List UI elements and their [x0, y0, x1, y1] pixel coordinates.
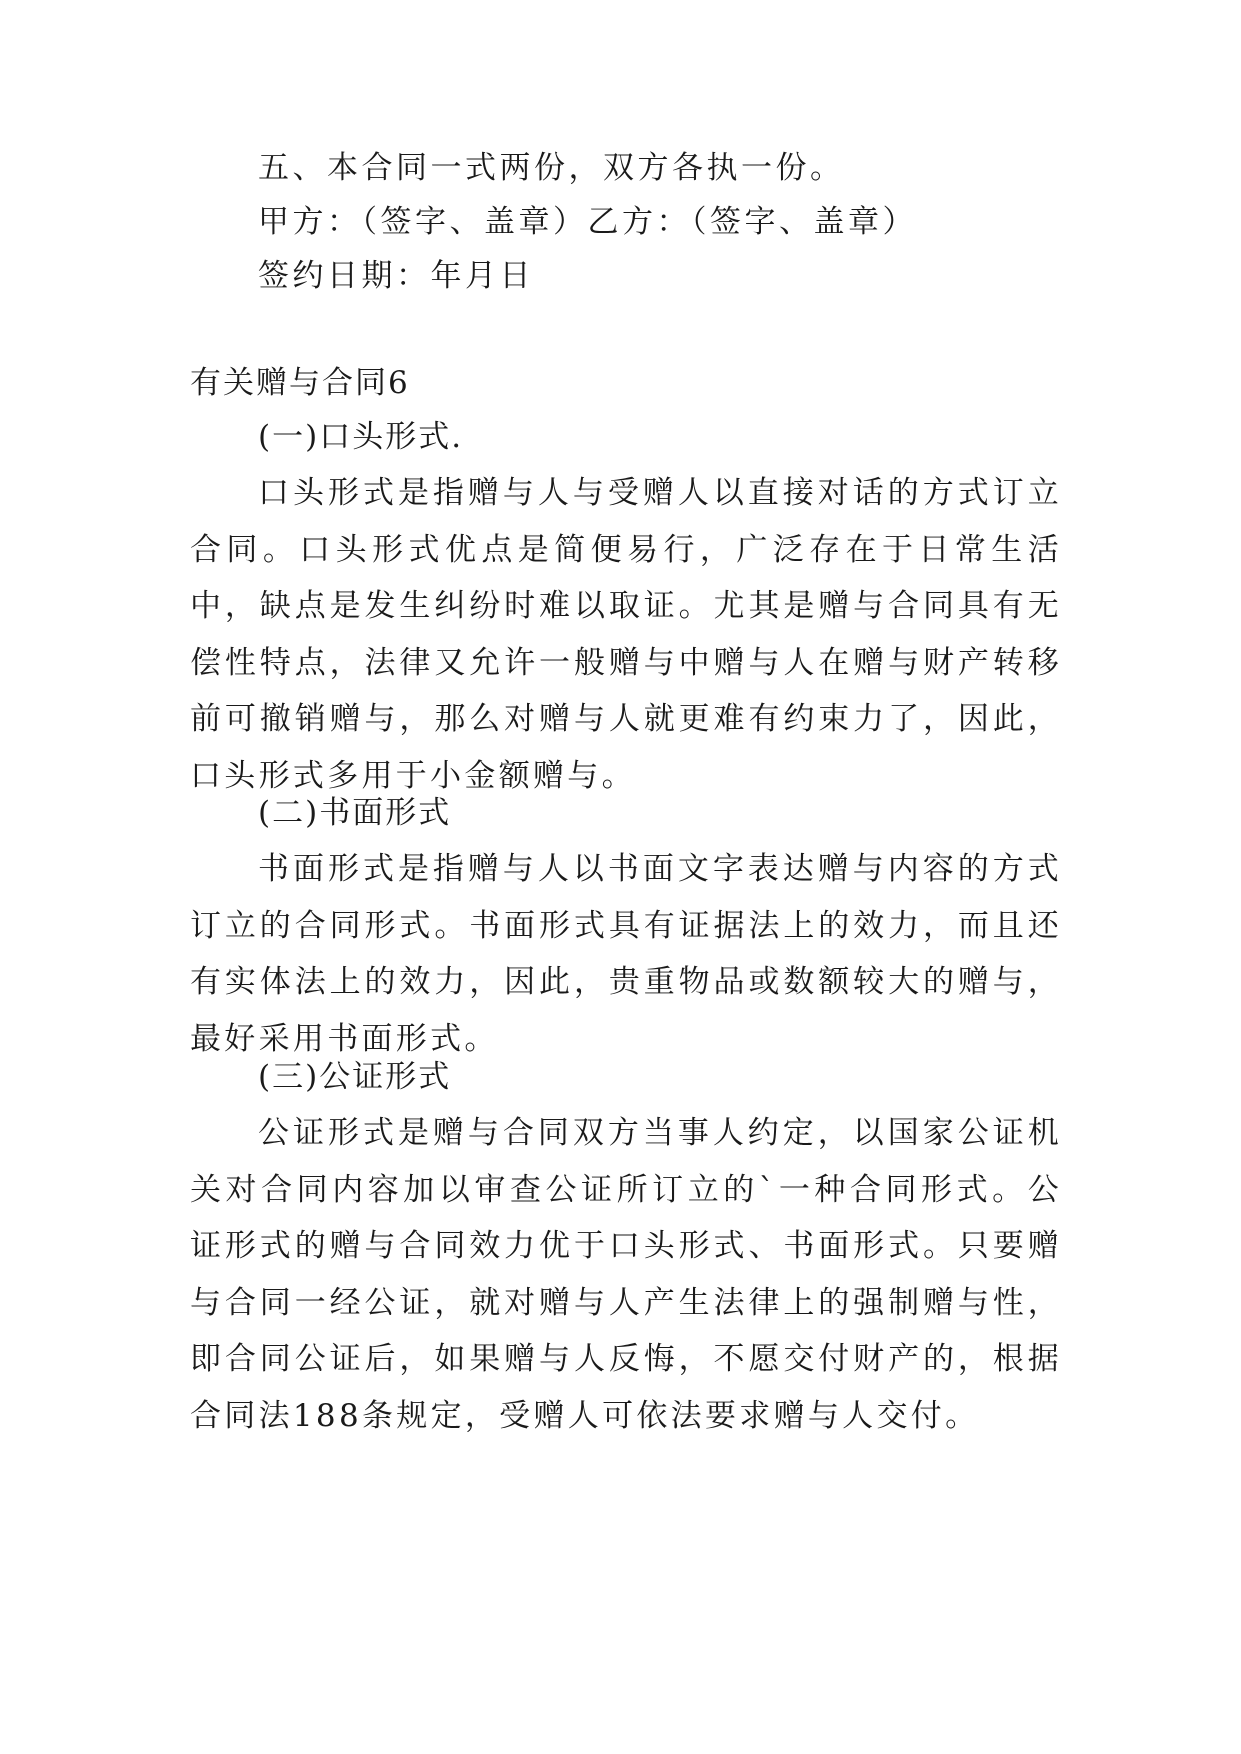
paragraph-oral-form: 口头形式是指赠与人与受赠人以直接对话的方式订立合同。口头形式优点是简便易行，广泛存在于日常生活中，缺点是发生纠纷时难以取证。尤其是赠与合同具有无偿性特点，法律又允许一般赠与中赠与人在赠与财产转移前可撤销赠与，那么对赠与人就更难有约束力了，因此，口头形式多用于小金额赠与。: [190, 475, 1062, 794]
signature-line: 甲方：（签字、盖章）乙方：（签字、盖章）: [258, 204, 917, 240]
heading-notarized-form: (三)公证形式: [258, 1059, 452, 1095]
heading-oral-form: (一)口头形式.: [258, 419, 464, 455]
signing-date-line: 签约日期：年月日: [258, 258, 534, 294]
copies-clause: 五、本合同一式两份，双方各执一份。: [258, 150, 845, 186]
section-title: 有关赠与合同6: [190, 365, 410, 401]
heading-written-form: (二)书面形式: [258, 795, 452, 831]
paragraph-written-form: 书面形式是指赠与人以书面文字表达赠与内容的方式订立的合同形式。书面形式具有证据法上的效力，而且还有实体法上的效力，因此，贵重物品或数额较大的赠与，最好采用书面形式。: [190, 851, 1062, 1057]
paragraph-notarized-form: 公证形式是赠与合同双方当事人约定，以国家公证机关对合同内容加以审查公证所订立的`一种合同形式。公证形式的赠与合同效力优于口头形式、书面形式。只要赠与合同一经公证，就对赠与人产生法律上的强制赠与性，即合同公证后，如果赠与人反悔，不愿交付财产的，根据合同法188条规定，受赠人可依法要求赠与人交付。: [190, 1115, 1062, 1434]
